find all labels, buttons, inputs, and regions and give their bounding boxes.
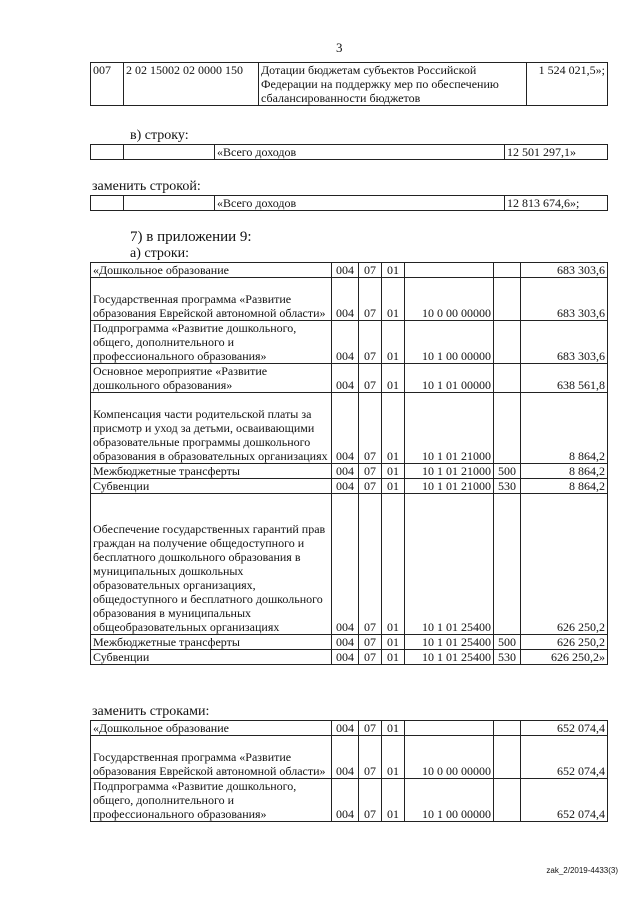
vr-cell: 530 (494, 479, 521, 494)
pr-cell: 07 (359, 721, 382, 736)
adm-code-cell: 007 (91, 63, 124, 106)
rz-cell: 004 (332, 779, 359, 822)
revenue-table-top (90, 62, 608, 106)
psr-cell: 01 (382, 779, 405, 822)
revenue-name-cell: Дотации бюджетам субъектов Российской Федерации на поддержку мер по обеспечению сбалансированности бюджетов (259, 63, 527, 106)
csr-cell (405, 721, 494, 736)
rz-cell: 004 (332, 464, 359, 479)
vr-cell (494, 494, 521, 635)
vr-cell (494, 393, 521, 464)
table-row (91, 63, 608, 106)
amount-cell: 1 524 021,5»; (527, 63, 608, 106)
csr-cell: 10 1 01 25400 (405, 650, 494, 665)
row-name-cell: Государственная программа «Развитие образования Еврейской автономной области» (91, 278, 332, 321)
amount-cell: 652 074,4 (521, 736, 608, 779)
total-amount-cell: 12 813 674,6»; (505, 196, 608, 211)
pr-cell: 07 (359, 321, 382, 364)
csr-cell: 10 1 01 21000 (405, 393, 494, 464)
csr-cell: 10 1 01 25400 (405, 635, 494, 650)
document-footer-code: zak_2/2019-4433(3) (546, 866, 618, 875)
pr-cell: 07 (359, 635, 382, 650)
rz-cell: 004 (332, 479, 359, 494)
row-name-cell: Основное мероприятие «Развитие дошкольного образования» (91, 364, 332, 393)
psr-cell: 01 (382, 479, 405, 494)
row-name-cell: «Дошкольное образование (91, 263, 332, 278)
table-row (91, 393, 608, 464)
row-name-cell: Подпрограмма «Развитие дошкольного, общего, дополнительного и профессионального образования» (91, 779, 332, 822)
pr-cell: 07 (359, 779, 382, 822)
table-row (91, 736, 608, 779)
rz-cell: 004 (332, 650, 359, 665)
amount-cell: 652 074,4 (521, 721, 608, 736)
psr-cell: 01 (382, 393, 405, 464)
row-name-cell: Субвенции (91, 650, 332, 665)
csr-cell: 10 1 01 21000 (405, 479, 494, 494)
psr-cell: 01 (382, 736, 405, 779)
label-replace-line: заменить строкой: (92, 179, 201, 194)
csr-cell: 10 1 00 00000 (405, 321, 494, 364)
total-amount-cell: 12 501 297,1» (505, 145, 608, 160)
vr-cell: 530 (494, 650, 521, 665)
table-row (91, 196, 608, 211)
amount-cell: 683 303,6 (521, 263, 608, 278)
pr-cell: 07 (359, 393, 382, 464)
table-row (91, 635, 608, 650)
table-row (91, 464, 608, 479)
amount-cell: 8 864,2 (521, 464, 608, 479)
psr-cell: 01 (382, 321, 405, 364)
row-name-cell: Межбюджетные трансферты (91, 464, 332, 479)
expenditure-table-old (90, 262, 608, 665)
rz-cell: 004 (332, 364, 359, 393)
psr-cell: 01 (382, 721, 405, 736)
row-name-cell: Подпрограмма «Развитие дошкольного, общего, дополнительного и профессионального образования» (91, 321, 332, 364)
psr-cell: 01 (382, 635, 405, 650)
vr-cell (494, 779, 521, 822)
pr-cell: 07 (359, 364, 382, 393)
amount-cell: 626 250,2» (521, 650, 608, 665)
rz-cell: 004 (332, 321, 359, 364)
csr-cell: 10 0 00 00000 (405, 736, 494, 779)
table-row (91, 779, 608, 822)
table-row (91, 263, 608, 278)
amount-cell: 8 864,2 (521, 479, 608, 494)
psr-cell: 01 (382, 650, 405, 665)
vr-cell (494, 263, 521, 278)
csr-cell: 10 1 00 00000 (405, 779, 494, 822)
rz-cell: 004 (332, 721, 359, 736)
psr-cell: 01 (382, 364, 405, 393)
pr-cell: 07 (359, 736, 382, 779)
amount-cell: 683 303,6 (521, 321, 608, 364)
table-row (91, 278, 608, 321)
page-number: 3 (336, 40, 343, 55)
pr-cell: 07 (359, 278, 382, 321)
pr-cell: 07 (359, 263, 382, 278)
rz-cell: 004 (332, 278, 359, 321)
csr-cell: 10 1 01 21000 (405, 464, 494, 479)
total-name-cell: «Всего доходов (215, 196, 505, 211)
vr-cell (494, 736, 521, 779)
amount-cell: 8 864,2 (521, 393, 608, 464)
vr-cell (494, 721, 521, 736)
pr-cell: 07 (359, 479, 382, 494)
rz-cell: 004 (332, 736, 359, 779)
kbk-code-cell: 2 02 15002 02 0000 150 (124, 63, 259, 106)
label-appendix: 7) в приложении 9: (130, 229, 252, 245)
pr-cell: 07 (359, 494, 382, 635)
vr-cell (494, 321, 521, 364)
amount-cell: 626 250,2 (521, 635, 608, 650)
pr-cell: 07 (359, 650, 382, 665)
row-name-cell: Субвенции (91, 479, 332, 494)
psr-cell: 01 (382, 494, 405, 635)
total-old-table (90, 144, 608, 160)
row-name-cell: Обеспечение государственных гарантий прав граждан на получение общедоступного и бесплатного дошкольного образования в муниципальных дошкольных образовательных организациях, общедоступного и бесплатного дошкольного образования в муниципальных общеобразовательных организациях (91, 494, 332, 635)
table-row (91, 364, 608, 393)
pr-cell: 07 (359, 464, 382, 479)
amount-cell: 626 250,2 (521, 494, 608, 635)
table-row (91, 721, 608, 736)
csr-cell (405, 263, 494, 278)
row-name-cell: Межбюджетные трансферты (91, 635, 332, 650)
amount-cell: 638 561,8 (521, 364, 608, 393)
table-row (91, 321, 608, 364)
table-row (91, 494, 608, 635)
total-name-cell: «Всего доходов (215, 145, 505, 160)
vr-cell (494, 364, 521, 393)
amount-cell: 683 303,6 (521, 278, 608, 321)
amount-cell: 652 074,4 (521, 779, 608, 822)
psr-cell: 01 (382, 263, 405, 278)
row-name-cell: «Дошкольное образование (91, 721, 332, 736)
expenditure-table-new (90, 720, 608, 822)
vr-cell: 500 (494, 635, 521, 650)
row-name-cell: Компенсация части родительской платы за присмотр и уход за детьми, осваивающими образовательные программы дошкольного образования в образовательных организациях (91, 393, 332, 464)
total-new-table (90, 195, 608, 211)
label-a: а) строки: (130, 246, 190, 261)
rz-cell: 004 (332, 494, 359, 635)
rz-cell: 004 (332, 635, 359, 650)
csr-cell: 10 1 01 00000 (405, 364, 494, 393)
rz-cell: 004 (332, 393, 359, 464)
table-row (91, 145, 608, 160)
csr-cell: 10 0 00 00000 (405, 278, 494, 321)
label-replace-rows: заменить строками: (92, 704, 210, 719)
row-name-cell: Государственная программа «Развитие образования Еврейской автономной области» (91, 736, 332, 779)
csr-cell: 10 1 01 25400 (405, 494, 494, 635)
vr-cell (494, 278, 521, 321)
psr-cell: 01 (382, 278, 405, 321)
label-line-b: в) строку: (130, 128, 189, 143)
table-row (91, 479, 608, 494)
psr-cell: 01 (382, 464, 405, 479)
rz-cell: 004 (332, 263, 359, 278)
vr-cell: 500 (494, 464, 521, 479)
table-row (91, 650, 608, 665)
